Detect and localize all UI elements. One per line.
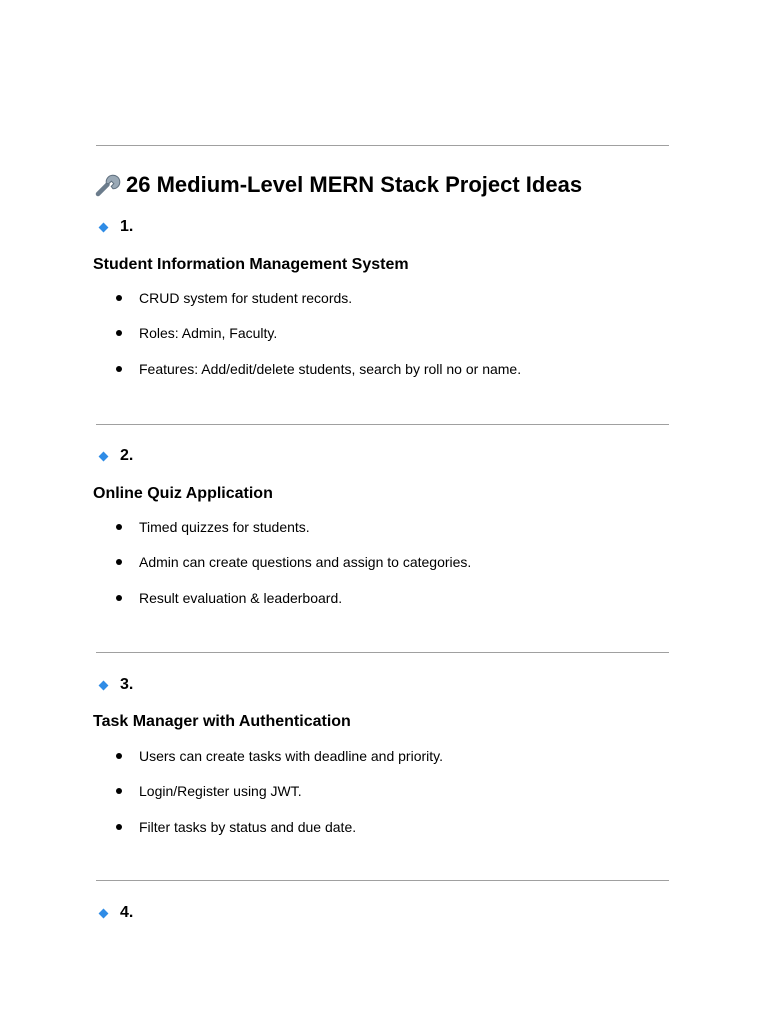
project-title: Student Information Management System	[93, 256, 409, 273]
list-item	[116, 590, 342, 606]
bullet-icon	[116, 330, 122, 336]
list-item	[116, 361, 521, 377]
bullet-icon	[116, 524, 122, 530]
bullet-icon	[116, 824, 122, 830]
project-title: Online Quiz Application	[93, 485, 273, 502]
bullet-icon	[116, 559, 122, 565]
list-item-text: Login/Register using JWT.	[139, 783, 302, 799]
section-number: 1.	[120, 218, 134, 235]
project-title: Task Manager with Authentication	[93, 713, 351, 730]
list-item	[116, 783, 302, 799]
wrench-icon	[93, 171, 121, 199]
list-item	[116, 748, 443, 764]
section-number-row	[98, 904, 133, 922]
list-item	[116, 519, 310, 535]
page-title-text: 26 Medium-Level MERN Stack Project Ideas	[126, 172, 583, 197]
list-item	[116, 290, 352, 306]
bullet-icon	[116, 753, 122, 759]
list-item-text: Roles: Admin, Faculty.	[139, 325, 278, 341]
list-item	[116, 819, 356, 835]
bullet-icon	[116, 595, 122, 601]
blue-diamond-icon	[99, 680, 109, 690]
blue-diamond-icon	[99, 908, 109, 918]
list-item	[116, 325, 277, 341]
list-item-text: Result evaluation & leaderboard.	[139, 590, 343, 606]
bullet-icon	[116, 788, 122, 794]
horizontal-divider	[96, 145, 669, 146]
bullet-icon	[116, 295, 122, 301]
section-number: 4.	[120, 904, 134, 921]
blue-diamond-icon	[99, 222, 109, 232]
list-item-text: Users can create tasks with deadline and priority.	[139, 748, 443, 764]
section-number: 2.	[120, 447, 134, 464]
list-item-text: Admin can create questions and assign to categories.	[139, 554, 472, 570]
page-title	[93, 171, 582, 199]
section-number-row	[98, 447, 133, 465]
list-item-text: Timed quizzes for students.	[139, 519, 310, 535]
section-number-row	[98, 676, 133, 694]
blue-diamond-icon	[99, 451, 109, 461]
list-item	[116, 554, 471, 570]
bullet-icon	[116, 366, 122, 372]
horizontal-divider	[96, 424, 669, 425]
section-number-row	[98, 218, 133, 236]
list-item-text: Filter tasks by status and due date.	[139, 819, 357, 835]
horizontal-divider	[96, 880, 669, 881]
list-item-text: Features: Add/edit/delete students, search by roll no or name.	[139, 361, 522, 377]
horizontal-divider	[96, 652, 669, 653]
list-item-text: CRUD system for student records.	[139, 290, 353, 306]
section-number: 3.	[120, 676, 134, 693]
